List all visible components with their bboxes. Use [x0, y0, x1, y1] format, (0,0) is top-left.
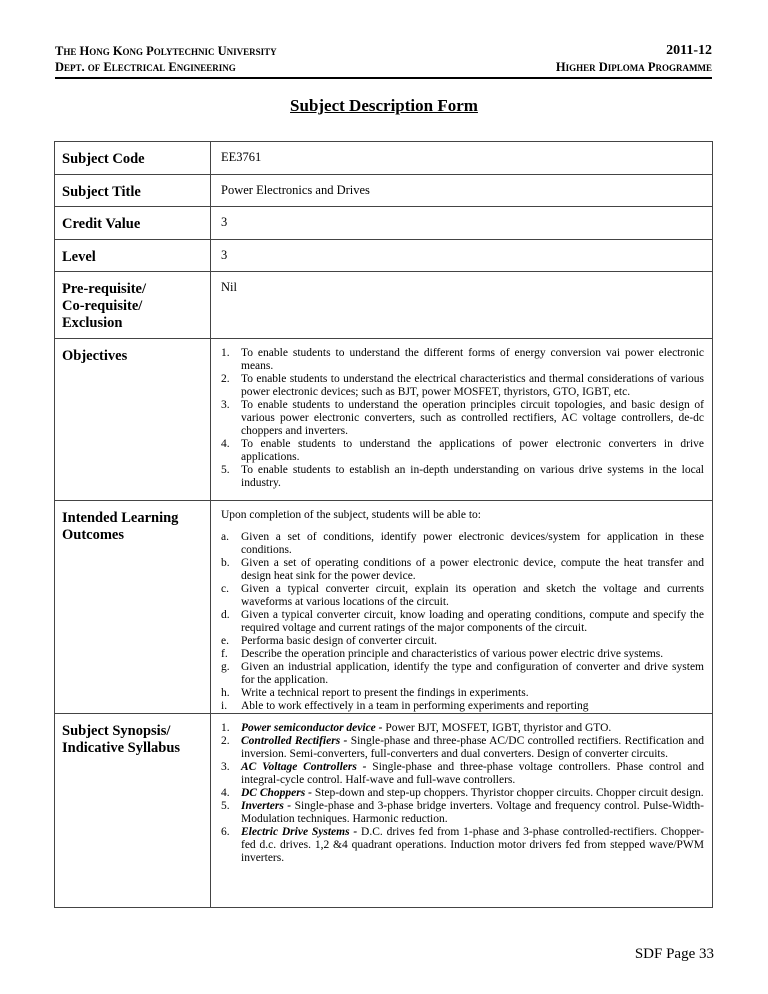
objective-number: 5. — [221, 464, 230, 476]
syllabus-label-line1: Subject Synopsis/ — [62, 723, 171, 739]
syllabus-topic: Power semiconductor device - — [241, 722, 383, 734]
outcome-item — [221, 687, 704, 700]
syllabus-text: Step-down and step-up choppers. Thyristor chopper circuits. Chopper circuit design. — [311, 787, 704, 799]
page-header — [55, 43, 712, 79]
outcome-item — [221, 609, 704, 635]
outcome-item — [221, 557, 704, 583]
level-value: 3 — [211, 240, 713, 272]
row-credit-value — [55, 207, 713, 240]
prerequisite-label-line1: Pre-requisite/ — [62, 281, 147, 297]
subject-title-label: Subject Title — [55, 175, 211, 207]
objectives-label: Objectives — [55, 339, 211, 501]
row-subject-code — [55, 142, 713, 175]
department-name: Dept. of Electrical Engineering — [55, 60, 236, 74]
outcome-text: Given a typical converter circuit, know loading and operating conditions, compute and specify the required voltage and current ratings of the major components of the circuit. — [241, 609, 704, 634]
syllabus-item — [221, 761, 704, 787]
outcome-item — [221, 531, 704, 557]
row-level — [55, 240, 713, 272]
outcome-letter: b. — [221, 557, 230, 569]
syllabus-number: 6. — [221, 826, 230, 838]
syllabus-topic: AC Voltage Controllers - — [241, 761, 367, 773]
syllabus-item — [221, 826, 704, 865]
objective-text: To enable students to understand the different forms of energy conversion vai power electronic means. — [241, 347, 704, 372]
objectives-value — [211, 339, 713, 501]
syllabus-text: D.C. drives fed from 1-phase and 3-phase controlled-rectifiers. Chopper-fed d.c. drives. 1,2 &4 quadrant operations. Induction motor drivers fed from stepped wave/PWM inverters. — [241, 826, 704, 864]
subject-description-table — [54, 141, 713, 908]
objective-item — [221, 373, 704, 399]
outcome-letter: i. — [221, 700, 228, 712]
outcome-item — [221, 648, 704, 661]
objective-number: 1. — [221, 347, 230, 359]
credit-value-label: Credit Value — [55, 207, 211, 240]
page-number: SDF Page 33 — [634, 946, 714, 962]
syllabus-text: Single-phase and three-phase voltage controllers. Phase control and integral-cycle control. Half-wave and full-wave controllers. — [241, 761, 704, 786]
outcome-text: Able to work effectively in a team in performing experiments and reporting — [241, 700, 589, 712]
prerequisite-label-line3: Exclusion — [62, 315, 123, 331]
outcomes-label — [55, 501, 211, 714]
objective-number: 3. — [221, 399, 230, 411]
syllabus-number: 1. — [221, 722, 230, 734]
objectives-list — [221, 347, 704, 490]
objective-number: 2. — [221, 373, 230, 385]
header-right — [556, 43, 712, 75]
outcome-letter: f. — [221, 648, 228, 660]
objective-text: To enable students to understand the operation principles circuit topologies, and basic design of various power electronic converters, such as controlled rectifiers, AC voltage controllers, de-dc choppers and inverters. — [241, 399, 704, 437]
outcomes-intro: Upon completion of the subject, students will be able to: — [221, 509, 481, 521]
outcome-item — [221, 635, 704, 648]
row-prerequisite — [55, 272, 713, 339]
form-title: Subject Description Form — [290, 96, 478, 115]
subject-code-label: Subject Code — [55, 142, 211, 175]
outcome-letter: a. — [221, 531, 229, 543]
outcome-text: Given a set of conditions, identify power electronic devices/system for application in these conditions. — [241, 531, 704, 556]
outcome-letter: h. — [221, 687, 230, 699]
row-subject-title — [55, 175, 713, 207]
syllabus-list — [221, 722, 704, 865]
subject-code-value: EE3761 — [211, 142, 713, 175]
outcome-text: Describe the operation principle and characteristics of various power electric drive systems. — [241, 648, 664, 660]
outcome-item — [221, 583, 704, 609]
objective-item — [221, 347, 704, 373]
syllabus-topic: Controlled Rectifiers - — [241, 735, 348, 747]
row-objectives — [55, 339, 713, 501]
syllabus-number: 5. — [221, 800, 230, 812]
objective-text: To enable students to understand the electrical characteristics and thermal considerations of various power electronic devices; such as BJT, power MOSFET, thyristors, GTO, IGBT, etc. — [241, 373, 704, 398]
syllabus-item — [221, 800, 704, 826]
prerequisite-value: Nil — [211, 272, 713, 339]
syllabus-topic: DC Choppers - — [241, 787, 312, 799]
objective-item — [221, 438, 704, 464]
outcome-text: Write a technical report to present the findings in experiments. — [241, 687, 529, 699]
programme-name: Higher Diploma Programme — [555, 60, 712, 74]
prerequisite-label — [55, 272, 211, 339]
outcome-text: Performa basic design of converter circuit. — [241, 635, 438, 647]
syllabus-item — [221, 722, 704, 735]
syllabus-label-line2: Indicative Syllabus — [62, 740, 181, 756]
outcome-letter: c. — [221, 583, 229, 595]
syllabus-value — [211, 714, 713, 908]
objective-item — [221, 399, 704, 438]
objective-text: To enable students to establish an in-depth understanding on various drive systems in the local industry. — [241, 464, 704, 489]
university-name: The Hong Kong Polytechnic University — [55, 44, 277, 58]
syllabus-text: Single-phase and 3-phase bridge inverters. Voltage and frequency control. Pulse-Width-Modulation techniques. Harmonic reduction. — [241, 800, 704, 825]
syllabus-number: 4. — [221, 787, 230, 799]
prerequisite-label-line2: Co-requisite/ — [62, 298, 143, 314]
credit-value-value: 3 — [211, 207, 713, 240]
outcomes-list — [221, 531, 704, 713]
outcome-text: Given an industrial application, identify the type and configuration of converter and drive system for the application. — [241, 661, 704, 686]
level-label: Level — [55, 240, 211, 272]
outcomes-label-line2: Outcomes — [62, 527, 125, 543]
syllabus-text: Power BJT, MOSFET, IGBT, thyristor and GTO. — [382, 722, 612, 734]
outcomes-label-line1: Intended Learning — [62, 510, 179, 526]
academic-year: 2011-12 — [666, 43, 712, 58]
outcome-text: Given a set of operating conditions of a power electronic device, compute the heat transfer and design heat sink for the power device. — [241, 557, 704, 582]
row-learning-outcomes — [55, 501, 713, 714]
subject-title-value: Power Electronics and Drives — [211, 175, 713, 207]
outcome-letter: d. — [221, 609, 230, 621]
outcome-letter: g. — [221, 661, 230, 673]
outcome-text: Given a typical converter circuit, explain its operation and sketch the voltage and currents waveforms at various locations of the circuit. — [241, 583, 704, 608]
objective-number: 4. — [221, 438, 230, 450]
outcome-item — [221, 661, 704, 687]
syllabus-item — [221, 787, 704, 800]
row-syllabus — [55, 714, 713, 908]
header-left — [55, 43, 277, 75]
objective-text: To enable students to understand the applications of power electronic converters in drive applications. — [241, 438, 704, 463]
syllabus-topic: Inverters - — [241, 800, 292, 812]
syllabus-number: 3. — [221, 761, 230, 773]
syllabus-text: Single-phase and three-phase AC/DC controlled rectifiers. Rectification and inversion. Semi-converters, full-converters and dual converters. Design of converter circuits. — [241, 735, 704, 760]
syllabus-topic: Electric Drive Systems - — [241, 826, 358, 838]
outcomes-value — [211, 501, 713, 714]
syllabus-label — [55, 714, 211, 908]
objective-item — [221, 464, 704, 490]
outcome-item — [221, 700, 704, 713]
syllabus-number: 2. — [221, 735, 230, 747]
syllabus-item — [221, 735, 704, 761]
outcome-letter: e. — [221, 635, 229, 647]
